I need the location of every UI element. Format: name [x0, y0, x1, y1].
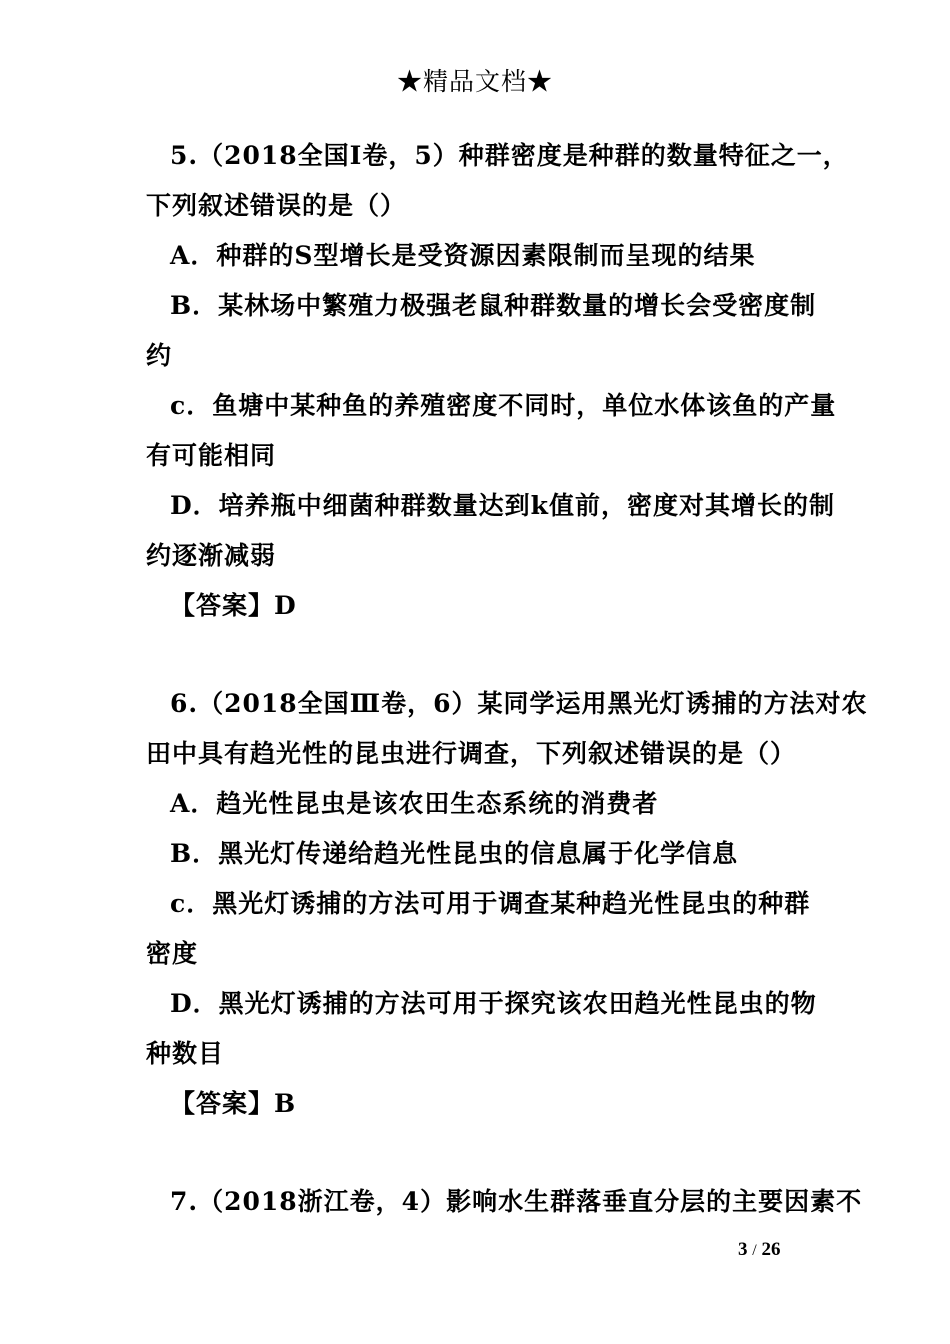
page-current: 3 [738, 1239, 748, 1260]
question-6-stem-cont: 田中具有趋光性的昆虫进行调查，下列叙述错误的是（） [146, 739, 797, 768]
question-5-option-a: A．种群的S型增长是受资源因素限制而呈现的结果 [170, 241, 756, 270]
question-5-option-c-cont: 有可能相同 [146, 441, 277, 470]
question-6-option-d-cont: 种数目 [146, 1039, 225, 1068]
question-6-answer: 【答案】B [170, 1089, 297, 1118]
question-5-stem: 5.（2018全国Ⅰ卷，5）种群密度是种群的数量特征之一， [170, 141, 849, 170]
page-total: 26 [761, 1239, 781, 1260]
question-6-option-c: c．黑光灯诱捕的方法可用于调查某种趋光性昆虫的种群 [170, 889, 811, 918]
page-number [738, 1239, 780, 1261]
question-5-option-b: B．某林场中繁殖力极强老鼠种群数量的增长会受密度制 [170, 291, 817, 320]
question-6-option-c-cont: 密度 [146, 939, 199, 968]
question-5-option-d-cont: 约逐渐减弱 [146, 541, 277, 570]
question-7-stem: 7.（2018浙江卷，4）影响水生群落垂直分层的主要因素不 [170, 1187, 863, 1216]
question-5-option-d: D．培养瓶中细菌种群数量达到k值前，密度对其增长的制 [170, 491, 836, 520]
question-6-option-d: D．黑光灯诱捕的方法可用于探究该农田趋光性昆虫的物 [170, 989, 817, 1018]
page-separator: / [752, 1242, 757, 1259]
question-6-option-a: A．趋光性昆虫是该农田生态系统的消费者 [170, 789, 659, 818]
question-5-option-b-cont: 约 [146, 341, 173, 370]
question-6-option-b: B．黑光灯传递给趋光性昆虫的信息属于化学信息 [170, 839, 739, 868]
page-header: ★精品文档★ [396, 67, 553, 96]
question-5-stem-cont: 下列叙述错误的是（） [146, 191, 407, 220]
question-6-stem: 6.（2018全国Ⅲ卷，6）某同学运用黑光灯诱捕的方法对农 [170, 689, 868, 718]
question-5-option-c: c．鱼塘中某种鱼的养殖密度不同时，单位水体该鱼的产量 [170, 391, 837, 420]
question-5-answer: 【答案】D [170, 591, 297, 620]
